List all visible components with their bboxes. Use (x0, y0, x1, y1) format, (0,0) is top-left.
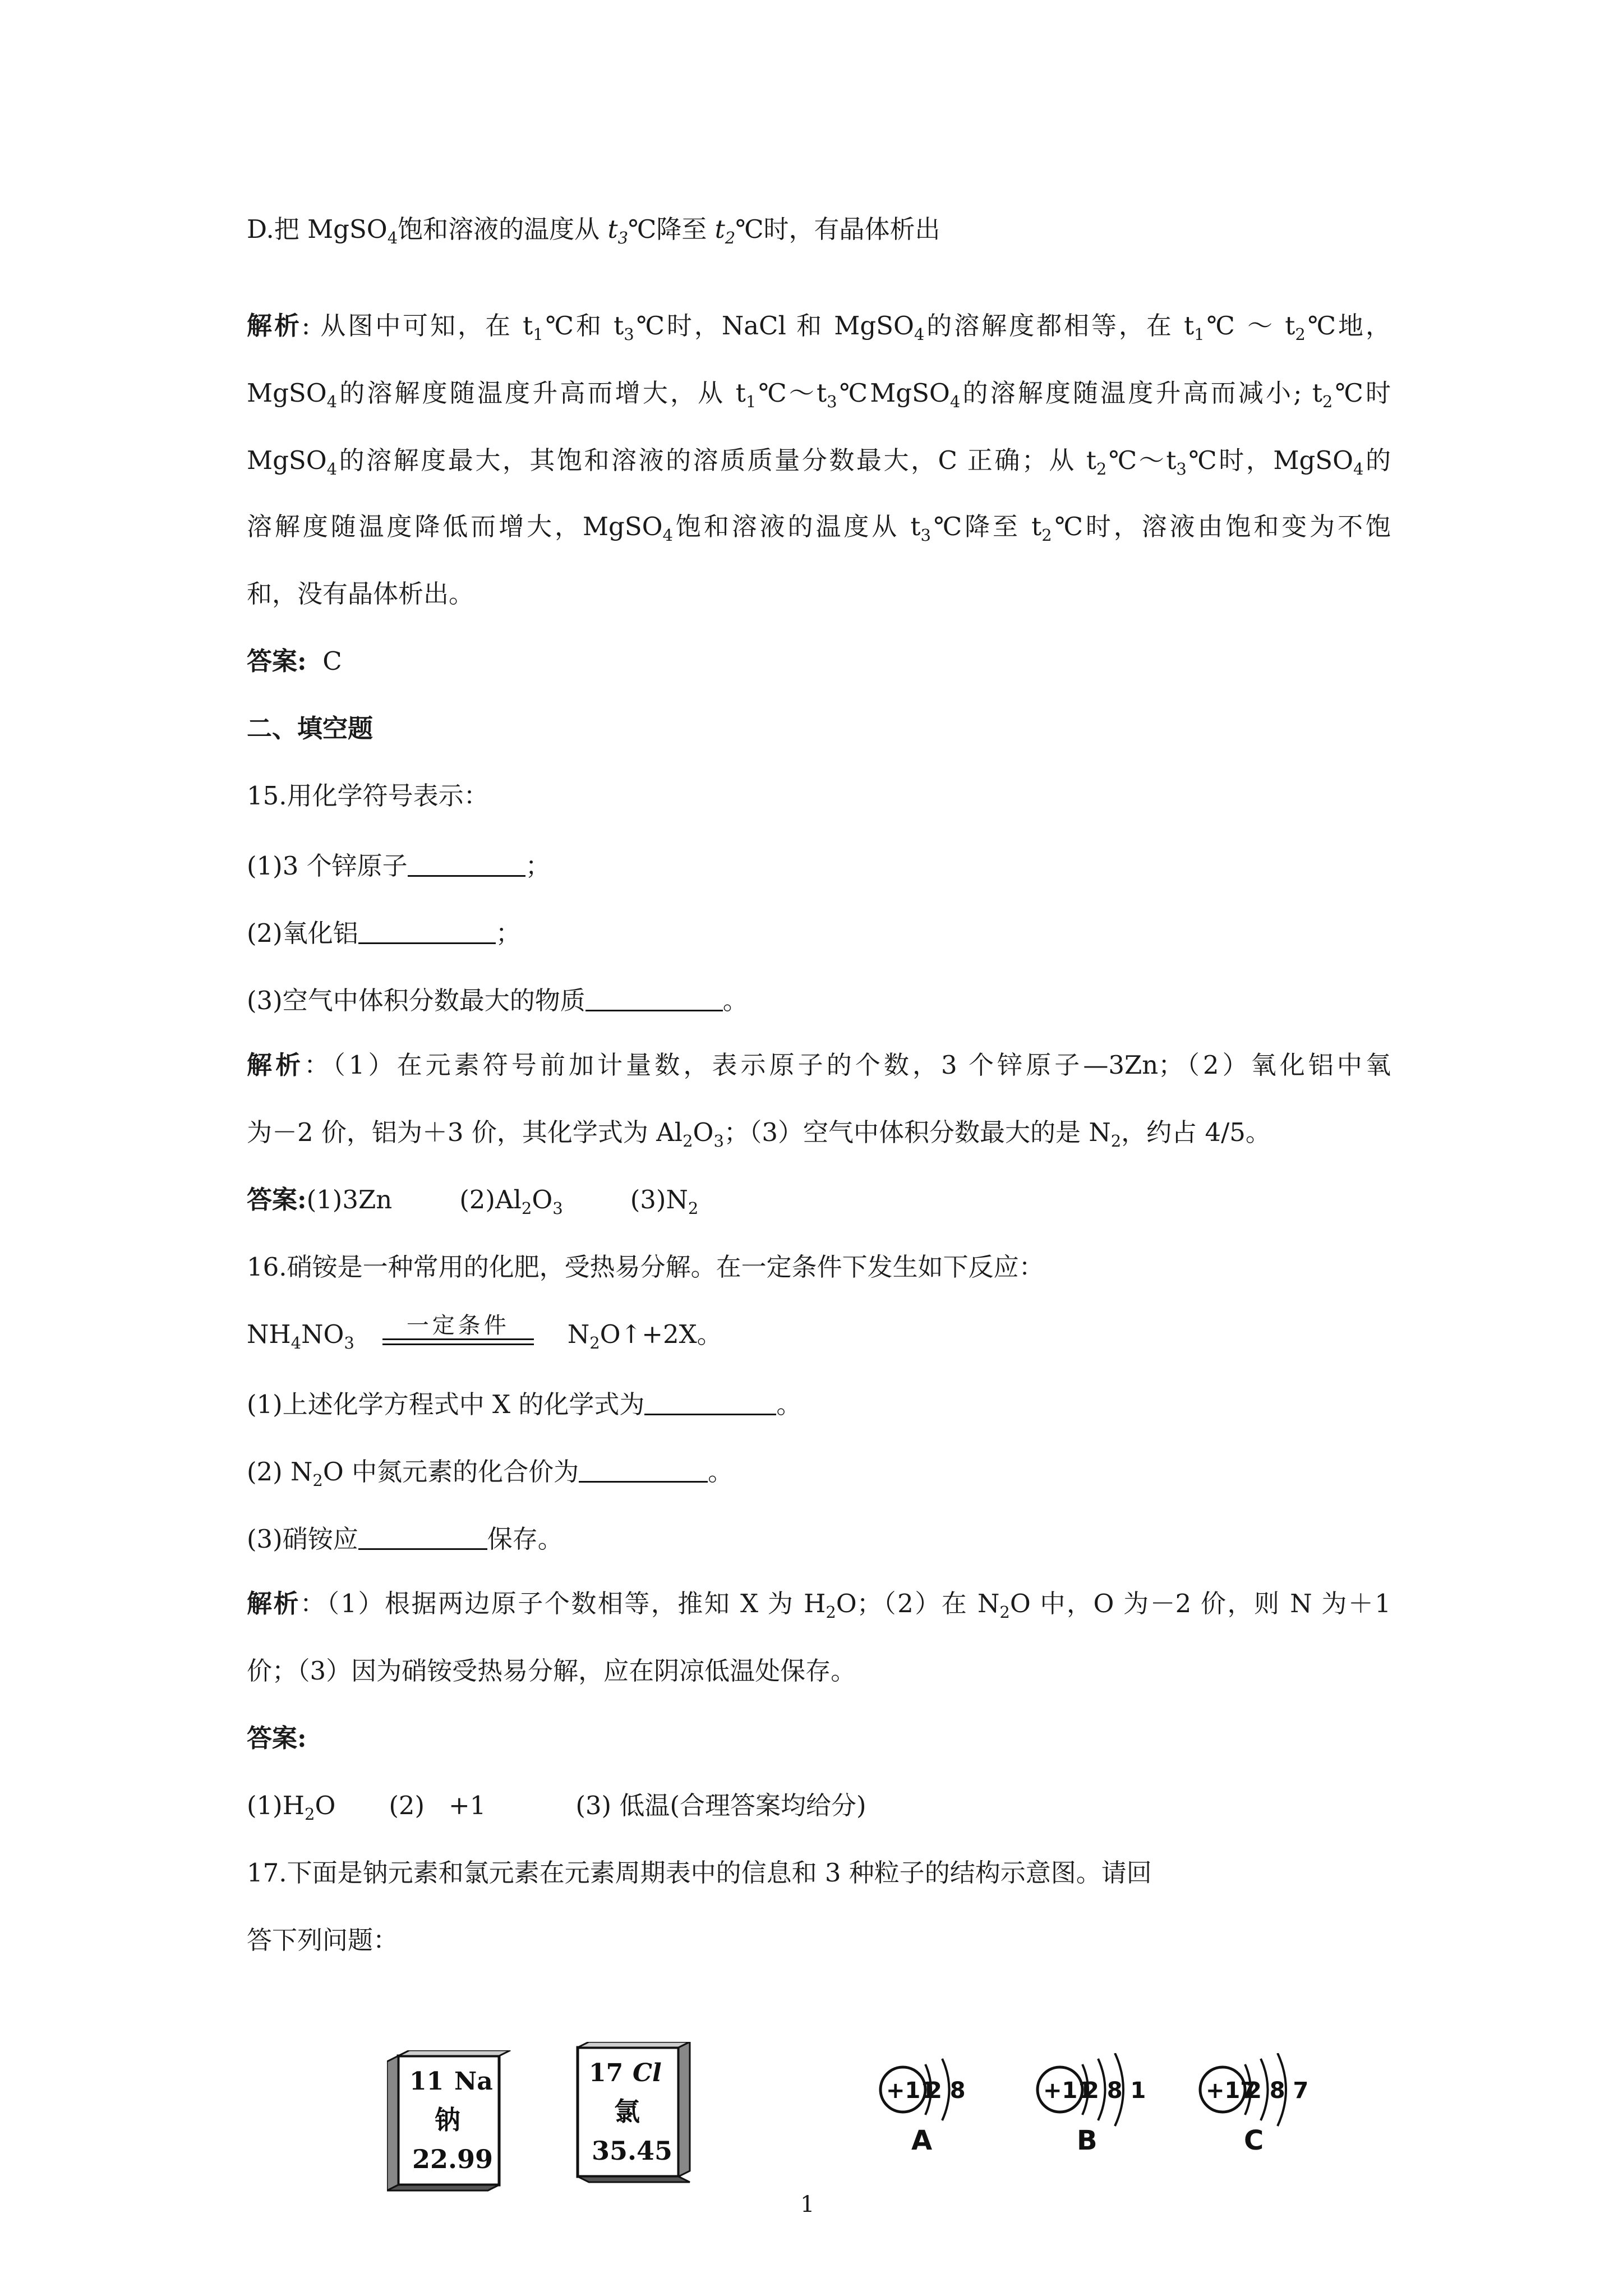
text: ℃降至 t (930, 512, 1042, 541)
text: ：（1）在元素符号前加计量数，表示原子的个数，3 个锌原子—3Zn；（2）氧化铝中氧 (304, 1050, 1391, 1080)
subscript: 4 (949, 392, 961, 411)
equals-line (382, 1338, 534, 1340)
text: 溶解度随温度降低而增大，MgSO (247, 512, 663, 541)
text: ℃地， (1305, 311, 1391, 341)
particle-label: B (1077, 2125, 1098, 2154)
subscript: 2 (688, 1199, 699, 1218)
q16-answer-label: 答案: (247, 1723, 307, 1753)
equals-line (382, 1343, 534, 1345)
shell-electrons: 2 8 7 (1246, 2078, 1309, 2104)
text: 。 (722, 986, 748, 1015)
text: 饱和溶液的温度从 t (673, 512, 921, 541)
particle-structure-diagrams (864, 2053, 1324, 2154)
text: (1)3 个锌原子 (247, 851, 408, 881)
answer-blank (585, 981, 723, 1011)
text: ℃MgSO (837, 378, 950, 408)
subscript: 2 (521, 1199, 532, 1218)
q17-stem: 17.下面是钠元素和氯元素在元素周期表中的信息和 3 种粒子的结构示意图。请回 (247, 1858, 1152, 1888)
text: N (567, 1319, 590, 1349)
text: ； (495, 918, 521, 948)
text: ；（3）空气中体积分数最大的是 N (723, 1117, 1111, 1147)
subscript: 3 (617, 228, 629, 247)
text: ℃时，NaCl 和 MgSO (634, 311, 914, 341)
nucleus-charge: +11 (886, 2078, 937, 2104)
subscript: 3 (624, 325, 634, 344)
text: ，约占 4/5。 (1121, 1117, 1271, 1147)
subscript: 2 (312, 1471, 323, 1490)
q16-part-1 (247, 1384, 1391, 1422)
q16-answer (247, 1788, 1391, 1823)
particle-label: A (911, 2125, 933, 2154)
subscript: 2 (683, 1131, 693, 1151)
subscript: 1 (745, 392, 757, 411)
text: D.把 MgSO (247, 214, 388, 244)
subscript: 2 (826, 1603, 836, 1622)
text: 的溶解度随温度升高而增大，从 t (337, 378, 746, 408)
text: 的 (1363, 445, 1391, 475)
atomic-number: 11 (409, 2067, 444, 2096)
text: t (714, 214, 725, 244)
atomic-number: 17 (589, 2059, 624, 2087)
text: ℃降至 (628, 214, 707, 244)
answer-blank (408, 846, 525, 877)
text: (2)Al (459, 1185, 522, 1214)
q16-analysis-1 (247, 1586, 1391, 1621)
shell-electrons: 2 8 1 (1083, 2078, 1146, 2104)
text: ℃时，有晶体析出 (735, 214, 940, 244)
analysis-line-5: 和，没有晶体析出。 (247, 579, 474, 609)
text: MgSO (247, 378, 327, 408)
text: ℃时，MgSO (1186, 445, 1353, 475)
q15-part-1 (247, 846, 1391, 884)
chlorine-element-card (566, 2042, 695, 2188)
text: O 中，O 为－2 价，则 N 为＋1 (1009, 1589, 1391, 1618)
card-side (387, 2056, 398, 2191)
element-symbol: Cl (633, 2059, 662, 2087)
text: NH (247, 1319, 291, 1349)
q16-stem: 16.硝铵是一种常用的化肥，受热易分解。在一定条件下发生如下反应： (247, 1252, 1044, 1282)
text: O (532, 1185, 553, 1214)
text: ℃和 t (543, 311, 624, 341)
card-bottom (387, 2185, 499, 2191)
subscript: 3 (713, 1131, 724, 1151)
shell-electrons: 2 8 (926, 2078, 966, 2104)
subscript: 3 (827, 392, 837, 411)
text: 保存。 (487, 1524, 563, 1554)
subscript: 3 (344, 1333, 354, 1352)
subscript: 2 (1041, 526, 1052, 545)
card-top (398, 2050, 510, 2056)
section-heading: 二、填空题 (247, 714, 374, 743)
text: 。 (708, 1457, 734, 1487)
text: : 从图中可知，在 t (301, 311, 533, 341)
answer-blank (644, 1384, 776, 1415)
particle-c (1200, 2053, 1308, 2154)
element-name: 氯 (614, 2096, 640, 2127)
text: NO (301, 1319, 344, 1349)
text: (1)上述化学方程式中 X 的化学式为 (247, 1389, 645, 1419)
text: (1)3Zn (306, 1185, 393, 1214)
text: ℃～t (756, 378, 827, 408)
page-number: 1 (800, 2192, 815, 2217)
answer-blank (358, 913, 496, 944)
text: t (607, 214, 618, 244)
text: ：（1）根据两边原子个数相等，推知 X 为 H (299, 1589, 826, 1618)
text: ； (525, 851, 551, 881)
subscript: 3 (920, 526, 931, 545)
text: (2)氧化铝 (247, 918, 358, 948)
particle-a (880, 2059, 966, 2154)
analysis-label: 解析 (247, 311, 302, 341)
nucleus-charge: +11 (1043, 2078, 1094, 2104)
text: 为－2 价，铝为＋3 价，其化学式为 Al (247, 1117, 683, 1147)
element-symbol: Na (454, 2067, 493, 2096)
answer-label: 答案: (247, 646, 307, 676)
text: O (315, 1791, 336, 1820)
text: (2) +1 (389, 1791, 486, 1820)
text: ℃时 (1332, 378, 1391, 408)
atomic-mass: 22.99 (412, 2144, 494, 2174)
subscript: 2 (725, 228, 736, 247)
text: ℃ ～ t (1204, 311, 1295, 341)
text: O↑+2X。 (600, 1319, 722, 1349)
subscript: 4 (914, 325, 925, 344)
q16-part-2 (247, 1452, 1391, 1489)
text: O 中氮元素的化合价为 (322, 1457, 579, 1487)
element-name: 钠 (435, 2105, 460, 2135)
subscript: 2 (305, 1805, 315, 1824)
card-side (679, 2042, 690, 2177)
reaction-condition: 一定条件 (406, 1313, 510, 1338)
reaction-arrow (382, 1313, 534, 1352)
analysis-line-2 (247, 376, 1391, 411)
card-top (578, 2042, 690, 2047)
text: (2) N (247, 1457, 313, 1487)
subscript: 3 (1176, 459, 1187, 478)
subscript: 3 (552, 1199, 563, 1218)
answer-label: 答案: (247, 1185, 307, 1214)
subscript: 4 (326, 459, 338, 478)
atomic-mass: 35.45 (592, 2136, 673, 2166)
text: (3) 低温(合理答案均给分) (575, 1791, 866, 1820)
text: 的溶解度最大，其饱和溶液的溶质质量分数最大，C 正确；从 t (337, 445, 1096, 475)
particle-b (1038, 2053, 1146, 2154)
option-d (247, 212, 1391, 247)
subscript: 2 (999, 1603, 1010, 1622)
text: (3)空气中体积分数最大的物质 (247, 986, 585, 1015)
text: 饱和溶液的温度从 (398, 214, 600, 244)
particle-label: C (1244, 2125, 1264, 2154)
analysis-label: 解析 (247, 1050, 305, 1080)
text: MgSO (247, 445, 327, 475)
subscript: 1 (1194, 325, 1205, 344)
subscript: 4 (326, 392, 338, 411)
subscript: 4 (387, 228, 398, 247)
analysis-line-4 (247, 509, 1391, 544)
text: (3)硝铵应 (247, 1524, 358, 1554)
q15-analysis-1 (247, 1048, 1391, 1083)
q15-analysis-2 (247, 1115, 1391, 1150)
answer-blank (358, 1519, 487, 1550)
q15-part-3 (247, 981, 1391, 1018)
analysis-line-3 (247, 443, 1391, 478)
text: 的溶解度随温度升高而减小; t (960, 378, 1322, 408)
answer-value: C (322, 646, 342, 676)
subscript: 2 (589, 1333, 600, 1352)
text: ℃时，溶液由饱和变为不饱 (1052, 512, 1391, 541)
subscript: 4 (662, 526, 673, 545)
subscript: 4 (1353, 459, 1364, 478)
q15-stem: 15.用化学符号表示： (247, 781, 489, 811)
nucleus-charge: +17 (1206, 2078, 1256, 2104)
subscript: 2 (1295, 325, 1306, 344)
subscript: 2 (1096, 459, 1107, 478)
subscript: 2 (1110, 1131, 1122, 1151)
text: ℃～t (1106, 445, 1177, 475)
analysis-line-1 (247, 309, 1391, 343)
text: O；（2）在 N (836, 1589, 1000, 1618)
q16-equation (247, 1313, 1391, 1352)
answer-blank (579, 1452, 708, 1483)
subscript: 4 (291, 1333, 302, 1352)
answer-14 (247, 644, 1391, 679)
q15-part-2 (247, 913, 1391, 951)
subscript: 2 (1322, 392, 1333, 411)
card-bottom (578, 2177, 690, 2182)
subscript: 1 (533, 325, 543, 344)
text: O (693, 1117, 714, 1147)
text: 。 (776, 1389, 802, 1419)
text: 的溶解度都相等，在 t (924, 311, 1195, 341)
sodium-element-card (387, 2050, 516, 2196)
q16-analysis-2: 价；（3）因为硝铵受热易分解，应在阴凉低温处保存。 (247, 1656, 856, 1686)
q15-answer (247, 1182, 1391, 1217)
analysis-label: 解析 (247, 1589, 300, 1618)
q16-part-3 (247, 1519, 1391, 1557)
text: (3)N (630, 1185, 688, 1214)
text: (1)H (247, 1791, 305, 1820)
q17-stem-2: 答下列问题： (247, 1925, 399, 1955)
